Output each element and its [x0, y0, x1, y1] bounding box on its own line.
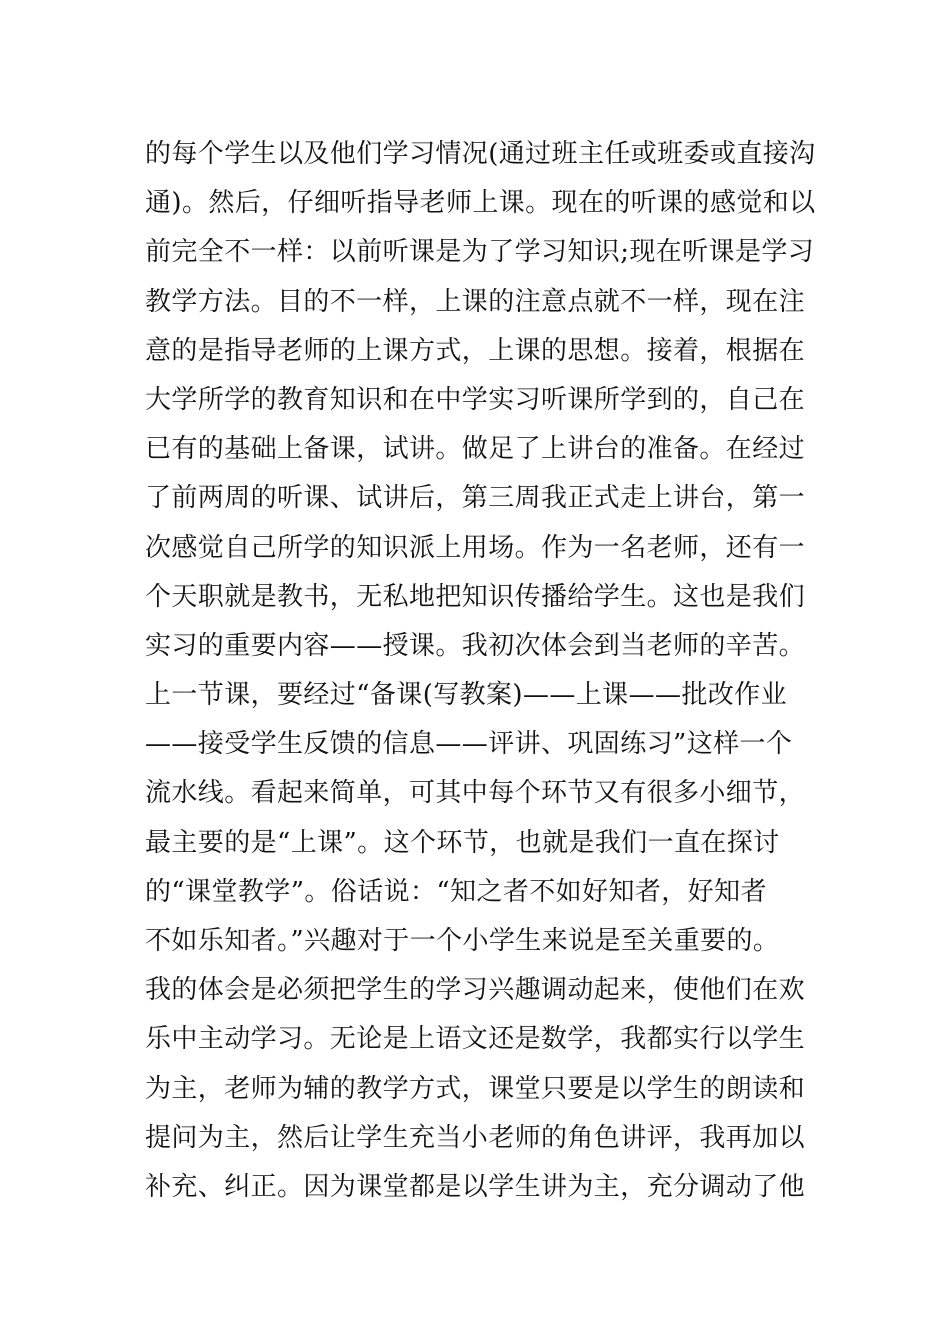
text-line: 流水线。看起来简单，可其中每个环节又有很多小细节，	[145, 778, 806, 809]
text-line: 上一节课，要经过“备课(写教案)——上课——批改作业	[145, 680, 787, 711]
text-line: 个天职就是教书，无私地把知识传播给学生。这也是我们	[145, 581, 806, 612]
text-line: 补充、纠正。因为课堂都是以学生讲为主，充分调动了他	[145, 1171, 806, 1202]
text-line: 不如乐知者。”兴趣对于一个小学生来说是至关重要的。	[145, 926, 780, 956]
text-line: 的每个学生以及他们学习情况(通过班主任或班委或直接沟	[145, 139, 816, 169]
body-text	[145, 130, 816, 1212]
text-line: 的“课堂教学”。俗话说：“知之者不如好知者，好知者	[145, 876, 767, 907]
text-line: 了前两周的听课、试讲后，第三周我正式走上讲台，第一	[145, 483, 806, 514]
text-line: 已有的基础上备课，试讲。做足了上讲台的准备。在经过	[145, 434, 806, 465]
text-line: 乐中主动学习。无论是上语文还是数学，我都实行以学生	[145, 1024, 806, 1055]
text-line: 实习的重要内容——授课。我初次体会到当老师的辛苦。	[145, 630, 806, 661]
text-line: 最主要的是“上课”。这个环节，也就是我们一直在探讨	[145, 827, 780, 858]
text-line: 次感觉自己所学的知识派上用场。作为一名老师，还有一	[145, 532, 806, 563]
text-line: 教学方法。目的不一样，上课的注意点就不一样，现在注	[145, 286, 806, 317]
text-line: 提问为主，然后让学生充当小老师的角色讲评，我再加以	[145, 1122, 806, 1153]
text-line: 我的体会是必须把学生的学习兴趣调动起来，使他们在欢	[145, 975, 806, 1006]
text-line: 前完全不一样：以前听课是为了学习知识;现在听课是学习	[145, 237, 815, 268]
text-line: ——接受学生反馈的信息——评讲、巩固练习”这样一个	[145, 729, 793, 760]
text-line: 意的是指导老师的上课方式，上课的思想。接着，根据在	[145, 335, 806, 366]
text-line: 通)。然后，仔细听指导老师上课。现在的听课的感觉和以	[145, 188, 816, 219]
text-line: 为主，老师为辅的教学方式，课堂只要是以学生的朗读和	[145, 1073, 806, 1104]
text-line: 大学所学的教育知识和在中学实习听课所学到的，自己在	[145, 384, 806, 415]
